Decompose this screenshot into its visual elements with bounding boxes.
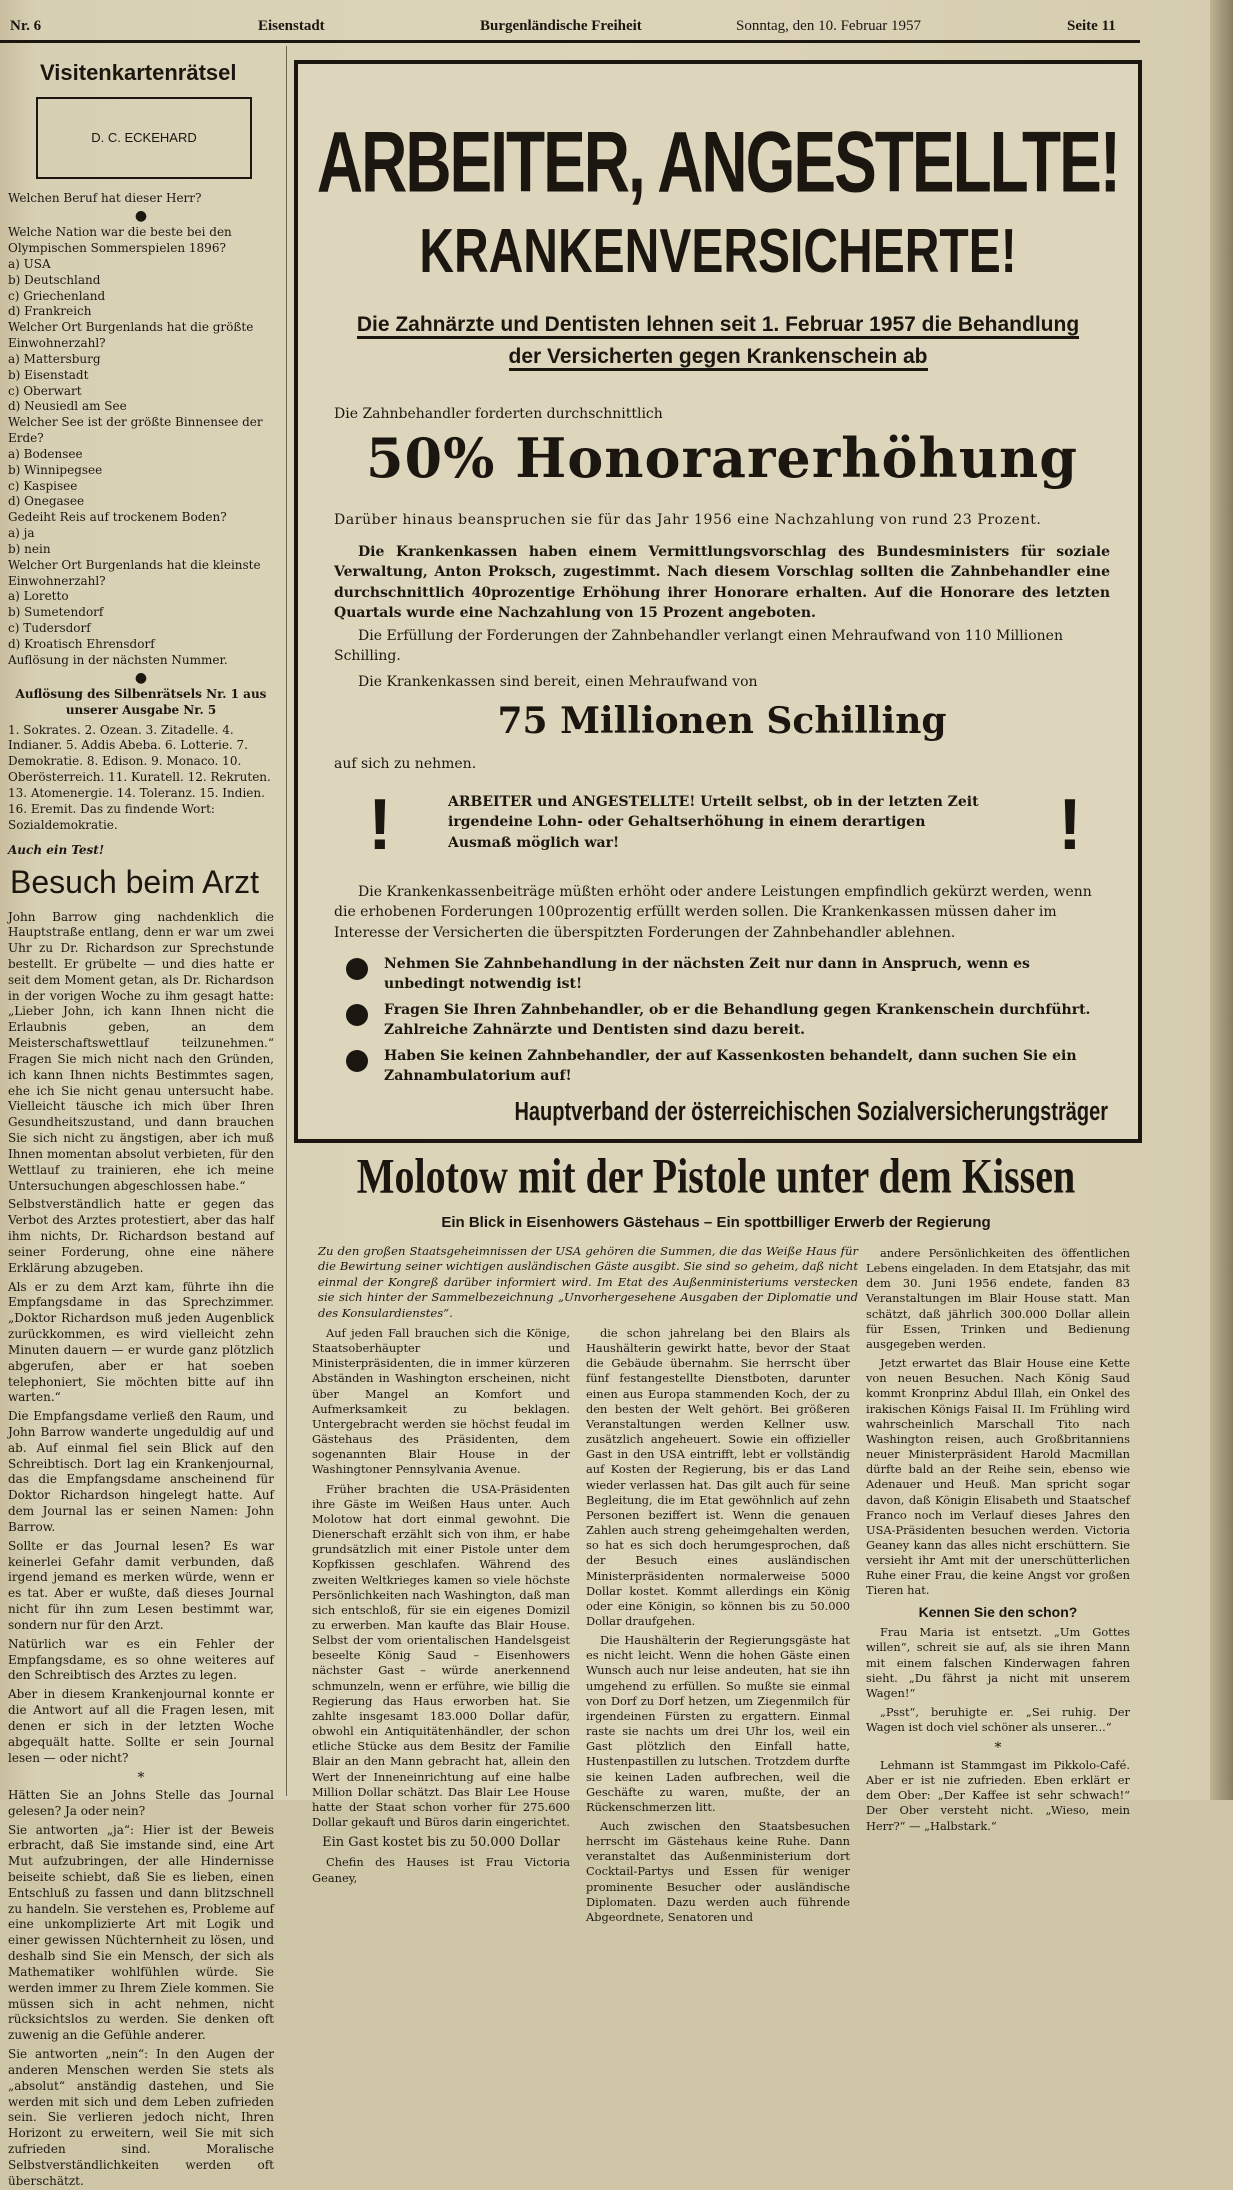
solution-heading: Auflösung des Silbenrätsels Nr. 1 aus unserer Ausgabe Nr. 5 [15, 686, 267, 717]
story-paragraph: Selbstverständlich hatte er gegen das Verbot des Arztes protestiert, aber das half ihm nichts, Dr. Richardson bestand auf seiner Forderung, ohne eine nähere Erklärung abzugeben. [8, 1197, 274, 1275]
article-subhead: Ein Gast kostet bis zu 50.000 Dollar [322, 1835, 560, 1851]
paper-name: Burgenländische Freiheit [480, 18, 642, 34]
ad-lead-line-2: der Versicherten gegen Krankenschein ab [509, 345, 928, 371]
page-edge [1210, 0, 1233, 1800]
puzzle-line: b) Sumetendorf [8, 605, 104, 620]
article-column-2 [586, 1326, 850, 1924]
puzzle-line: a) Bodensee [8, 446, 83, 461]
issue-number: Nr. 6 [10, 18, 42, 34]
ad-paragraph: Die Krankenkassen sind bereit, einen Mehraufwand von [358, 674, 758, 690]
puzzle-line: Welcher See ist der größte Binnensee der Erde? [8, 415, 263, 446]
issue-date: Sonntag, den 10. Februar 1957 [736, 18, 921, 34]
article-paragraph: die schon jahrelang bei den Blairs als Haushälterin gewirkt hatte, bevor der Staat die Gebäude übernahm. Sie herrscht über fünf festangestellte Dienstboten, darunter einen aus Europa stammenden Koch, der zu den besten der Welt gehört. Bei größeren Veranstaltungen werden Kellner usw. zusätzlich angeheuert. Sowie ein offizieller Gast in den USA eintrifft, lebt er vollständig auf Kosten der Regierung, bis er das Land wieder verlassen hat. Das gilt auch für seine Begleitung, die im Etat gewöhnlich auf zehn Personen beziffert ist. Wenn die genauen Zahlen auch streng geheimgehalten werden, so hat es sich doch herumgesprochen, daß der Besuch eines ausländischen Ministerpräsidenten normalerweise 5000 Dollar kostet. Kommt allerdings ein König oder eine Königin, so können bis zu 50.000 Dollar draufgehen. [586, 1326, 850, 1628]
advertisement-box [294, 60, 1142, 1143]
puzzle-line: Welche Nation war die beste bei den Olympischen Sommerspielen 1896? [8, 225, 232, 256]
puzzle-line: b) nein [8, 541, 51, 556]
puzzle-line: Welchen Beruf hat dieser Herr? [8, 191, 202, 206]
solution-text: 1. Sokrates. 2. Ozean. 3. Zitadelle. 4. Indianer. 5. Addis Abeba. 6. Lotterie. 7. Demokratie. 8. Edison. 9. Monaco. 10. Oberösterreich. 11. Kuratell. 12. Rekruten. 13. Atomenergie. 14. Toleranz. 15. Indien. 16. Eremit. Das zu findende Wort: Sozialdemokratie. [8, 722, 271, 832]
bullet-dot: ● [134, 669, 148, 686]
ad-paragraph: auf sich zu nehmen. [334, 756, 477, 772]
ad-signature: Hauptverband der österreichischen Sozialversicherungsträger [514, 1098, 1108, 1127]
puzzle-line: a) ja [8, 526, 35, 541]
story-paragraph: Hätten Sie an Johns Stelle das Journal gelesen? Ja oder nein? [8, 1787, 274, 1818]
ad-paragraph: Die Zahnbehandler forderten durchschnittlich [334, 406, 663, 422]
story-paragraph: Die Empfangsdame verließ den Raum, und John Barrow wanderte ungeduldig auf und ab. Auf einmal fiel sein Blick auf den Schreibtisch. Dort lag ein Krankenjournal, das die Empfangsdame anscheinend für Doktor Richardson hingelegt hatte. Auf dem Journal las er seinen Namen: John Barrow. [8, 1409, 274, 1534]
article-subtitle: Ein Blick in Eisenhowers Gästehaus – Ein spottbilliger Erwerb der Regierung [441, 1214, 991, 1231]
story-paragraph: Sie antworten „nein“: In den Augen der anderen Menschen werden Sie stets als „absolut“ anständig dastehen, und Sie werden mit sich und dem Leben zufrieden sein. Sie verlieren jedoch nicht, Ihren Horizont zu erweitern, weil Sie mit sich zufrieden sind. Moralische Selbstverständlichkeiten werden oft überschätzt. [8, 2047, 274, 2188]
story-kicker: Auch ein Test! [8, 843, 105, 858]
puzzle-title: Visitenkartenrätsel [40, 60, 237, 85]
puzzle-line: c) Oberwart [8, 383, 82, 398]
puzzle-line: d) Frankreich [8, 304, 92, 319]
story-paragraph: Sie antworten „ja“: Hier ist der Beweis erbracht, daß Sie imstande sind, eine Art Mut aufzubringen, der alle Hindernisse beiseite schiebt, daß Sie es lieben, einen Entschluß zu fassen und dann blitzschnell zu handeln. Sie verstehen es, Probleme auf eine unkomplizierte Art mit Logik und einer gewissen Nüchternheit zu lösen, und deshalb sind Sie ein Mensch, der sich als Mathematiker wohlfühlen würde. Sie werden immer zu Ihrem Ziele kommen. Sie müssen sich in acht nehmen, nicht rücksichtslos zu werden. Sie denken oft zuwenig an die Gefühle anderer. [8, 1822, 274, 2043]
article-paragraph: Auch zwischen den Staatsbesuchen herrscht im Gästehaus keine Ruhe. Dann veranstaltet das Außenministerium dort Cocktail-Partys und Essen für weniger prominente Besucher oder ausländische Diplomaten. Dazu werden auch führende Abgeordnete, Senatoren und [586, 1819, 850, 1924]
visiting-card [36, 97, 252, 179]
ad-headline-1: ARBEITER, ANGESTELLTE! [316, 113, 1120, 211]
article-paragraph: Jetzt erwartet das Blair House eine Kette von neuen Besuchen. Nach König Saud kommt Kronprinz Abdul Illah, ein Onkel des irakischen Königs Faisal II. Im Frühling wird wahrscheinlich Marschall Tito nach Washington reisen, auch Großbritanniens neuer Ministerpräsident Harold Macmillan dürfte bald an der Reihe sein, ebenso wie Adenauer und Heuß. Man spricht sogar davon, daß Königin Elisabeth und Staatschef Franco noch im Verlauf dieses Jahres den USA-Präsidenten besuchen werden. Victoria Geaney kann das alles nicht erschüttern. Sie versieht ihr Amt mit der unerschütterlichen Ruhe einer Frau, die keine Angst vor großen Tieren hat. [866, 1356, 1130, 1598]
asterisk: * [994, 1740, 1002, 1757]
exclamation-mark: ! [368, 785, 392, 865]
article-column-3 [866, 1246, 1130, 1833]
puzzle-line: Welcher Ort Burgenlands hat die kleinste Einwohnerzahl? [8, 557, 261, 588]
puzzle-line: b) Winnipegsee [8, 462, 103, 477]
puzzle-line: Gedeiht Reis auf trockenem Boden? [8, 510, 227, 525]
bullet-dot [346, 1050, 368, 1072]
article-paragraph: Die Haushälterin der Regierungsgäste hat es nicht leicht. Wenn die hohen Gäste einen Wunsch auch nur leise andeuten, hat sie ihn umgehend zu erfüllen. So mußte sie einmal von Dorf zu Dorf hetzen, um Ziegenmilch für irgendeinen Fürsten zu ergattern. Einmal raste sie nachts um drei Uhr los, weil ein Gast plötzlich den Einfall hatte, Hustenpastillen zu lutschen. Trotzdem durfte sie keinen Laden aufbrechen, weil die Geschäfte zu waren, mußte, der an Rückenschmerzen litt. [586, 1633, 850, 1814]
story-paragraph: Sollte er das Journal lesen? Es war keinerlei Gefahr damit verbunden, daß irgend jemand es merken würde, wenn er es tat. Aber er wußte, daß dieses Journal nicht für ihn zum Lesen bestimmt war, sondern nur für den Arzt. [8, 1538, 274, 1632]
story-paragraph: John Barrow ging nachdenklich die Hauptstraße entlang, denn er war um zwei Uhr zu Dr. Richardson zur Sprechstunde bestellt. Er grübelte — und dies hatte er seit dem Moment getan, als Dr. Richardson in der vorigen Woche zu ihm gesagt hatte: „Lieber John, ich kann Ihnen nicht die Erlaubnis geben, an dem Meisterschaftswettlauf teilzunehmen.“ Fragen Sie mich nicht nach den Gründen, ich kann Ihnen nichts Bestimmtes sagen, ehe ich Sie nicht genau untersucht habe. Vielleicht täusche ich mich über Ihren Gesundheitszustand, und dann brauchen Sie sich nicht zu ängstigen, aber ich muß Ihnen momentan absolut verbieten, für den Wettlauf zu trainieren, ehe ich meine Untersuchungen abgeschlossen habe.“ [8, 909, 274, 1193]
joke-paragraph: „Psst“, beruhigte er. „Sei ruhig. Der Wagen ist doch viel schöner als unserer...“ [866, 1704, 1130, 1735]
ad-paragraph: Die Krankenkassen haben einem Vermittlungsvorschlag des Bundesministers für soziale Verwaltung, Anton Proksch, zugestimmt. Nach diesem Vorschlag sollten die Zahnbehandler eine durchschnittlich 40prozentige Erhöhung ihrer Honorare erhalten. Auf die Honorare des letzten Quartals wurde eine Nachzahlung von 15 Prozent angeboten. [334, 544, 1110, 621]
ad-lead [338, 309, 1098, 372]
story-paragraph: Natürlich war es ein Fehler der Empfangsdame, es so ohne weiteres auf den Schreibtisch des Arztes zu legen. [8, 1636, 274, 1683]
joke-paragraph: Frau Maria ist entsetzt. „Um Gottes willen“, schreit sie auf, als sie ihren Mann mit einem falschen Kinderwagen fahren sieht. „Du fährst ja nicht mit unserem Wagen!“ [866, 1625, 1130, 1700]
asterisk: * [137, 1770, 145, 1787]
article-title: Molotow mit der Pistole unter dem Kissen [356, 1147, 1076, 1204]
ad-warning: ARBEITER und ANGESTELLTE! Urteilt selbst, ob in der letzten Zeit irgendeine Lohn- oder Gehaltserhöhung in einem derartigen Ausmaß möglich war! [448, 794, 979, 851]
article-paragraph: andere Persönlichkeiten des öffentlichen Lebens eingeladen. In dem Etatsjahr, das mit dem 30. Juni 1956 endete, fanden 83 Veranstaltungen im Blair House statt. Man schätzt, daß jährlich 300.000 Dollar allein für Essen, Trinken und Bedienung ausgegeben werden. [866, 1246, 1130, 1351]
ad-bullet-text: Haben Sie keinen Zahnbehandler, der auf Kassenkosten behandelt, dann suchen Sie ein Zahnambulatorium auf! [384, 1048, 1077, 1085]
article-paragraph: Auf jeden Fall brauchen sich die Könige, Staatsoberhäupter und Ministerpräsidenten, die in immer kürzeren Abständen in Washington erscheinen, nicht über Mangel an Komfort und Aufmerksamkeit zu beklagen. Untergebracht werden sie höchst feudal im Gästehaus des Präsidenten, dem sogenannten Blair House in der Washingtoner Pennsylvania Avenue. [312, 1326, 570, 1477]
puzzle-line: c) Griechenland [8, 288, 106, 303]
ad-bullet-text: Fragen Sie Ihren Zahnbehandler, ob er die Behandlung gegen Krankenschein durchführt. Zahlreiche Zahnärzte und Dentisten sind dazu bereit. [384, 1002, 1091, 1039]
puzzle-line: c) Kaspisee [8, 478, 78, 493]
story-paragraph: Aber in diesem Krankenjournal konnte er die Antwort auf all die Fragen lesen, mit denen er sich in der letzten Woche abgequält hatte. Sollte er sein Journal lesen — oder nicht? [8, 1687, 274, 1765]
ad-bullet-text: Nehmen Sie Zahnbehandlung in der nächsten Zeit nur dann in Anspruch, wenn es unbedingt notwendig ist! [384, 956, 1030, 993]
puzzle-line: d) Neusiedl am See [8, 399, 127, 414]
page-number: Seite 11 [1067, 18, 1116, 34]
ad-headline-2: KRANKENVERSICHERTE! [419, 217, 1017, 287]
bullet-dot: ● [134, 207, 148, 224]
article-paragraph: Chefin des Hauses ist Frau Victoria Geaney, [312, 1855, 570, 1885]
puzzle-line: Welcher Ort Burgenlands hat die größte Einwohnerzahl? [8, 320, 254, 351]
bullet-dot [346, 958, 368, 980]
article-paragraph: Früher brachten die USA-Präsidenten ihre Gäste im Weißen Haus unter. Auch Molotow hat dort einmal gewohnt. Die Dienerschaft erzählt sich von ihm, er habe grundsätzlich mit einer Pistole unter dem Kopfkissen geschlafen. Während des zweiten Weltkrieges kamen so viele höchste Persönlichkeiten nach Washington, daß man sich entschloß, für sie ein eigenes Domizil zu erwerben. Man kaufte das Blair House. Selbst der vom orientalischen Handelsgeist beseelte König Saud – Eisenhowers nächster Gast – würde anerkennend schmunzeln, wenn er erführe, wie billig die Regierung das Haus erworben hat. Sie zahlte insgesamt 183.000 Dollar dafür, obwohl ein Antiquitätenhändler, der schon etliche Stücke aus dem Besitz der Familie Blair an den Mann gebracht hat, allein den Wert der Inneneinrichtung auf eine halbe Million Dollar schätzt. Das Blair Lee House hatte der Staat schon vorher für 275.600 Dollar gekauft und Büros darin eingerichtet. [312, 1481, 570, 1829]
puzzle-line: Auflösung in der nächsten Nummer. [8, 652, 228, 667]
ad-paragraph: Darüber hinaus beanspruchen sie für das Jahr 1956 eine Nachzahlung von rund 23 Prozent. [334, 512, 1042, 528]
article-lede: Zu den großen Staatsgeheimnissen der USA gehören die Summen, die das Weiße Haus für die Bewirtung seiner wichtigen ausländischen Gäste ausgibt. Sie sind so geheim, daß nicht einmal der Kongreß darüber informiert wird. Im Etat des Außenministeriums verstecken sie sich hinter der Sammelbezeichnung „Unvorhergesehene Ausgaben der Diplomatie und des Konsulardienstes“. [318, 1244, 858, 1320]
puzzle-line: a) USA [8, 256, 51, 271]
puzzle-line: a) Mattersburg [8, 351, 101, 366]
bullet-dot [346, 1004, 368, 1026]
header-rule [0, 40, 1140, 43]
place: Eisenstadt [258, 18, 325, 34]
ad-big-figure: 50% Honorarerhöhung [365, 426, 1079, 490]
ad-big-figure-2: 75 Millionen Schilling [497, 700, 947, 742]
puzzle-line: d) Onegasee [8, 494, 85, 509]
page-header [0, 14, 1150, 38]
ad-paragraph: Die Krankenkassenbeiträge müßten erhöht oder andere Leistungen empfindlich gekürzt werden, wenn die erhobenen Forderungen 100prozentig erfüllt werden sollen. Die Krankenkassen müssen daher im Interesse der Versicherten die überspitzten Forderungen der Zahnbehandler ablehnen. [334, 884, 1092, 941]
puzzle-line: b) Eisenstadt [8, 367, 89, 382]
exclamation-mark: ! [1058, 785, 1082, 865]
column-rule [286, 46, 287, 1796]
ad-lead-line-1: Die Zahnärzte und Dentisten lehnen seit 1. Februar 1957 die Behandlung [357, 313, 1079, 339]
joke-paragraph: Lehmann ist Stammgast im Pikkolo-Café. Aber er ist nie zufrieden. Eben erklärt er dem Ober: „Der Kaffee ist sehr schwach!“ Der Ober versteht nicht. „Wieso, mein Herr?“ — „Halbstark.“ [866, 1757, 1130, 1833]
puzzle-line: c) Tudersdorf [8, 621, 91, 636]
puzzle-line: d) Kroatisch Ehrensdorf [8, 636, 155, 651]
left-column [0, 46, 282, 2188]
ad-paragraph: Die Erfüllung der Forderungen der Zahnbehandler verlangt einen Mehraufwand von 110 Millionen Schilling. [334, 628, 1063, 665]
joke-heading: Kennen Sie den schon? [918, 1603, 1078, 1620]
article-column-1 [312, 1326, 570, 1885]
story-paragraph: Als er zu dem Arzt kam, führte ihn die Empfangsdame in das Sprechzimmer. „Doktor Richardson muß jeden Augenblick zurückkommen, es wird vielleicht zehn Minuten dauern — er wurde ganz plötzlich abgerufen, aber er hat soeben telephoniert, Sie möchten bitte auf ihn warten.“ [8, 1279, 274, 1405]
puzzle-line: a) Loretto [8, 589, 69, 604]
card-name: D. C. ECKEHARD [91, 130, 197, 146]
story-title: Besuch beim Arzt [10, 864, 259, 901]
puzzle-line: b) Deutschland [8, 272, 101, 287]
